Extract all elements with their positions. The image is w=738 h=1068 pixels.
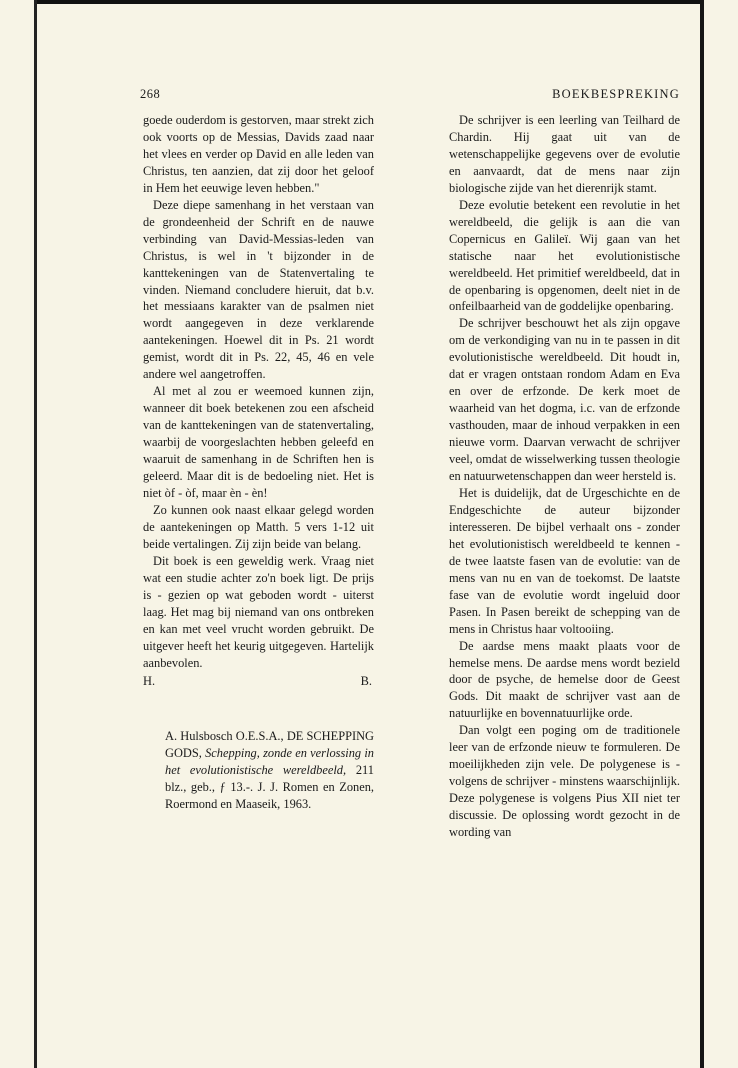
scan-border-top bbox=[36, 0, 702, 4]
paragraph: Deze diepe samenhang in het verstaan van de grondeenheid der Schrift en de nauwe verbinding van David-Messias-leden van Christus, is wel in 't bijzonder in de kanttekeningen van de Statenvertaling te vinden. Niemand concludere hieruit, dat b.v. het messiaans karakter van de psalmen niet wordt aangegeven in deze verklarende aantekeningen. Hoewel dit in Ps. 21 wordt gemist, wordt dit in Ps. 22, 45, 46 en vele andere wel aangetroffen. bbox=[143, 197, 374, 382]
signature-initial-first: H. bbox=[143, 674, 156, 689]
running-head: BOEKBESPREKING bbox=[552, 87, 680, 101]
paragraph: Dan volgt een poging om de traditionele leer van de erfzonde nieuw te formuleren. De moeilijkheden zijn vele. De polygenese is - volgens de schrijver - minstens waarschijnlijk. Deze polygenese is volgens Pius XII niet ter discussie. De oplossing wordt gezocht in de wording van bbox=[449, 723, 680, 840]
paragraph: De schrijver is een leerling van Teilhard de Chardin. Hij gaat uit van de wetenschappelijke gegevens over de evolutie en aanvaardt, dat de mens naar zijn biologische zijde van het dierenrijk stamt. bbox=[449, 113, 680, 195]
book-subtitle: Schepping, zonde en verlossing in het evolutionistische wereldbeeld, bbox=[165, 746, 374, 778]
paragraph: De schrijver beschouwt het als zijn opgave om de verkondiging van nu in te passen in dit evolutionistische wereldbeeld. Dit houdt in, dat er vragen ontstaan rondom Adam en Eva en over de erfzonde. De kerk moet de waarheid van het dogma, i.c. van de erfzonde vasthouden, maar de inhoud verpakken in een nieuwe vorm. Daarvan verwacht de schrijver veel, omdat de wisselwerking tussen theologie en natuurwetenschappen dan weer hersteld is. bbox=[449, 316, 680, 484]
book-author: A. Hulsbosch O.E.S.A., bbox=[165, 729, 284, 744]
book-details: 211 blz., geb., ƒ 13.-. J. J. Romen en Zonen, Roermond en Maaseik, 1963. bbox=[165, 763, 374, 812]
paragraph: Zo kunnen ook naast elkaar gelegd worden de aantekeningen op Matth. 5 vers 1-12 uit beide vertalingen. Zij zijn beide van belang. bbox=[143, 502, 374, 551]
page-number: 268 bbox=[140, 87, 161, 101]
signature-initial-last: B. bbox=[360, 674, 372, 689]
paragraph: Deze evolutie betekent een revolutie in het wereldbeeld, die gelijk is aan die van Copernicus en Galileï. Wij gaan van het statische naar het evolutionistische wereldbeeld. Het primitief wereldbeeld, dat in de openbaring is opgenomen, deelt niet in de onfeilbaarheid van de goddelijke openbaring. bbox=[449, 197, 680, 314]
scan-border-right bbox=[700, 0, 704, 1068]
left-column bbox=[143, 112, 374, 813]
paragraph: Dit boek is een geweldig werk. Vraag niet wat een studie achter zo'n boek ligt. De prijs is - gezien op wat geboden wordt - uiterst laag. Het mag bij niemand van ons ontbreken en kan met veel vrucht worden gebruikt. De uitgever heeft het keurig uitgegeven. Hartelijk aanbevolen. bbox=[143, 553, 374, 670]
review-signature bbox=[143, 673, 374, 690]
scan-border-left bbox=[34, 0, 37, 1068]
paragraph: De aardse mens maakt plaats voor de hemelse mens. De aardse mens wordt bezield door de psyche, de hemelse door de Geest Gods. Dit maakt de schrijver vast aan de natuurlijke en bovennatuurlijke orde. bbox=[449, 638, 680, 721]
book-title: DE SCHEPPING GODS, bbox=[165, 729, 375, 761]
paragraph: Het is duidelijk, dat de Urgeschichte en de Endgeschichte de auteur bijzonder interesseren. De bijbel verhaalt ons - zonder het evolutionistisch wereldbeeld te kennen - de twee laatste fasen van de evolutie: van de mens van nu en van de toekomst. De laatste fase van de evolutie wordt ingeluid door Pasen. In Pasen bereikt de schepping van de mens in Christus haar voltooiing. bbox=[449, 485, 680, 636]
right-column bbox=[449, 112, 680, 841]
book-reference bbox=[165, 728, 374, 813]
paragraph: goede ouderdom is gestorven, maar strekt zich ook voorts op de Messias, Davids zaad naar het vlees en verder op David en alle leden van Christus, ten aanzien, dat zij door het geloof in Hem het eeuwige leven hebben." bbox=[143, 113, 374, 195]
paragraph: Al met al zou er weemoed kunnen zijn, wanneer dit boek betekenen zou een afscheid van de kanttekeningen van de statenvertaling, waarbij de voorgeslachten hebben geleefd en waaruit de samenhang in de Schriften hen is geleerd. Maar dit is de bedoeling niet. Het is niet òf - òf, maar èn - èn! bbox=[143, 384, 374, 500]
